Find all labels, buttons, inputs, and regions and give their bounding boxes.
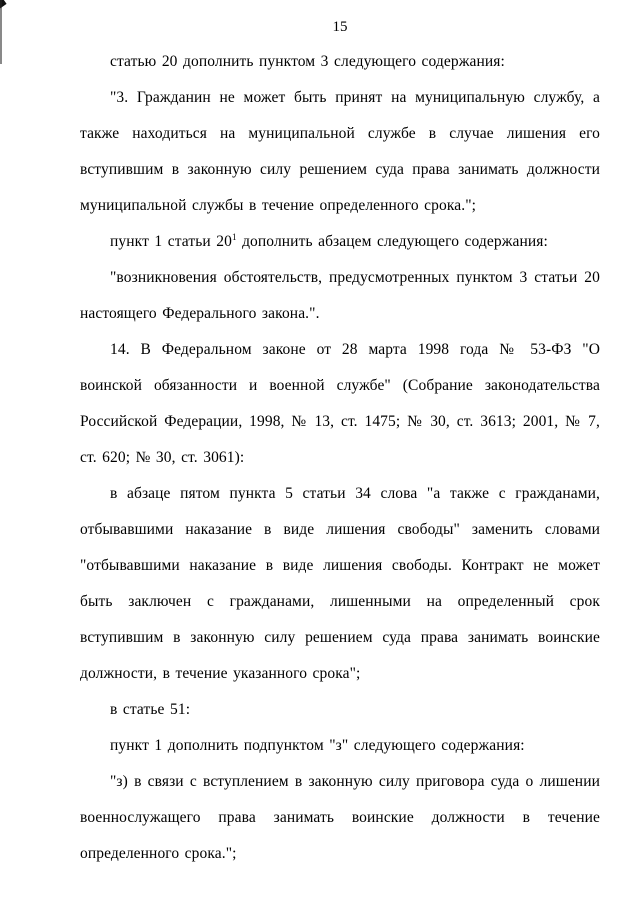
page-number: 15 <box>332 19 348 35</box>
paragraph-amend-article-20: статью 20 дополнить пунктом 3 следующего содержания: <box>110 53 505 70</box>
paragraph-quote-circumstances: "возникновения обстоятельств, предусмотренных пунктом 3 статьи 20 настоящего Федерального закона.". <box>80 269 600 322</box>
paragraph-amend-article-20-1 <box>80 224 600 260</box>
paragraph-quote-clause-3: "3. Гражданин не может быть принят на муниципальную службу, а также находиться на муниципальной службе в случае лишения его вступившим в законную силу решением суда права занимать должности муниципальной службы в течение определенного срока."; <box>80 89 600 214</box>
paragraph-in-article-51: в статье 51: <box>110 701 191 718</box>
superscript-index: 1 <box>231 231 237 242</box>
document-body <box>80 44 600 872</box>
paragraph-add-subitem-z: пункт 1 дополнить подпунктом "з" следующего содержания: <box>110 737 525 754</box>
paragraph-quote-subitem-z: "з) в связи с вступлением в законную силу приговора суда о лишении военнослужащего права занимать воинские должности в течение определенного срока."; <box>80 773 600 862</box>
paragraph-amend-article-34: в абзаце пятом пункта 5 статьи 34 слова "а также с гражданами, отбывавшими наказание в виде лишения свободы" заменить словами "отбывавшими наказание в виде лишения свободы. Контракт не может быть заключен с гражданами, лишенными на определенный срок вступившим в законную силу решением суда права занимать воинские должности, в течение указанного срока"; <box>80 485 600 682</box>
paragraph-text-after-superscript: дополнить абзацем следующего содержания: <box>236 233 548 250</box>
paragraph-item-14-federal-law: 14. В Федеральном законе от 28 марта 1998 года № 53-ФЗ "О воинской обязанности и военной службе" (Собрание законодательства Российской Федерации, 1998, № 13, ст. 1475; № 30, ст. 3613; 2001, № 7, ст. 620; № 30, ст. 3061): <box>80 341 600 466</box>
paragraph-text-before-superscript: пункт 1 статьи 20 <box>110 233 232 250</box>
